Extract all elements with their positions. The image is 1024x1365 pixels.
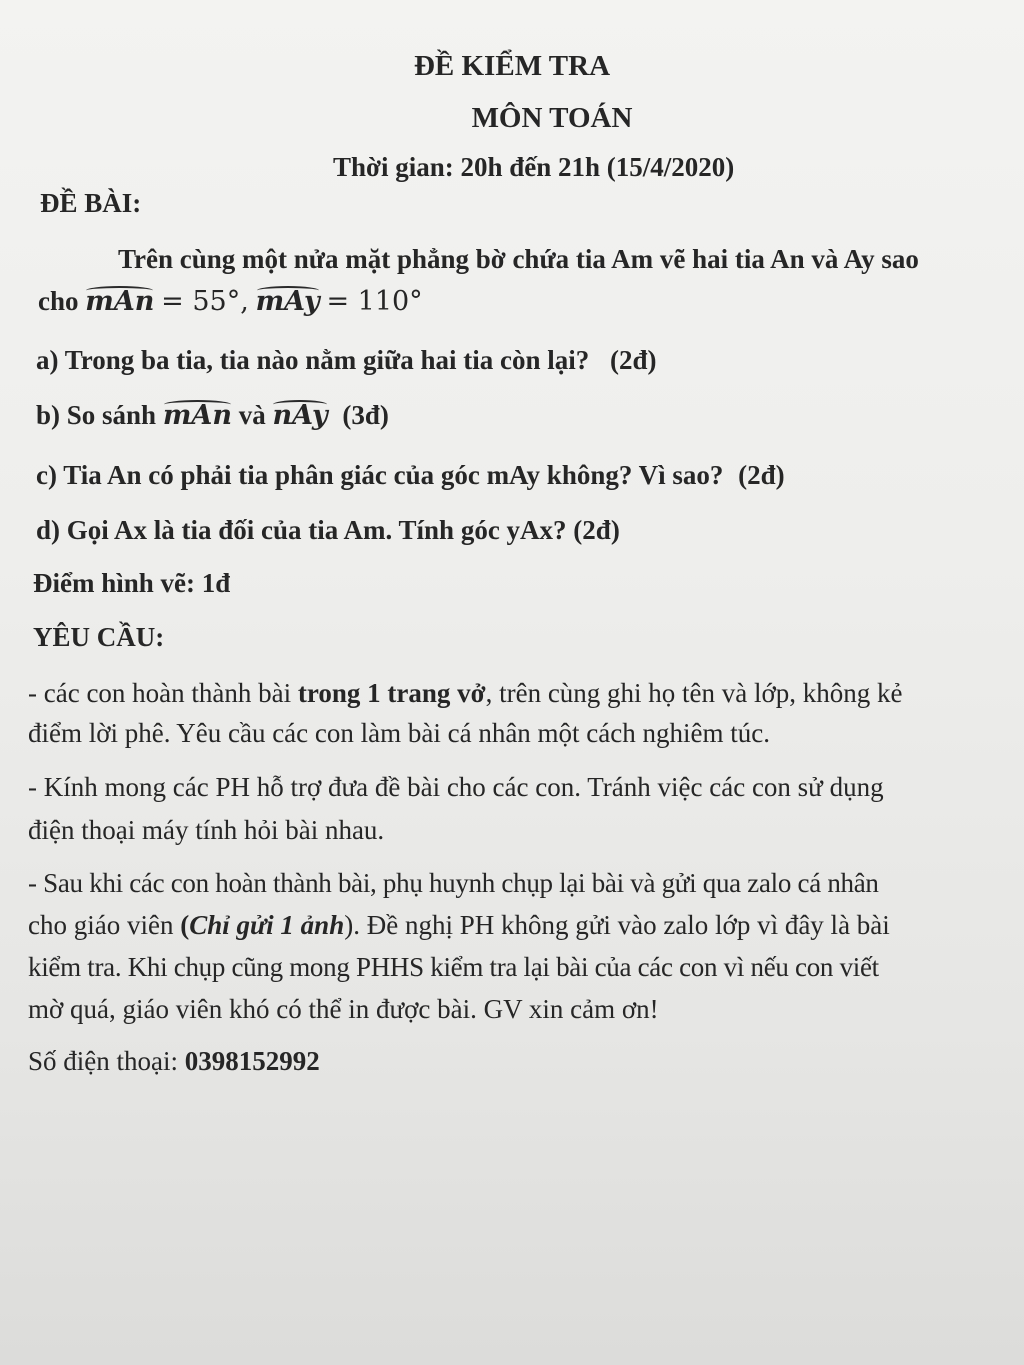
problem-intro-line2 (38, 286, 423, 317)
question-a-text: a) Trong ba tia, tia nào nằm giữa hai tia còn lại? (36, 345, 590, 375)
question-c-text: c) Tia An có phải tia phân giác của góc mAy không? Vì sao? (36, 460, 724, 490)
contact-label: Số điện thoại: (28, 1046, 178, 1076)
problem-intro-line1: Trên cùng một nửa mặt phẳng bờ chứa tia Am vẽ hai tia An và Ay sao (118, 244, 919, 274)
contact-phone: 0398152992 (184, 1046, 320, 1076)
requirement-1-line2: điểm lời phê. Yêu cầu các con làm bài cá nhân một cách nghiêm túc. (28, 718, 770, 748)
question-b-points: (3đ) (342, 400, 389, 430)
question-a-points: (2đ) (610, 345, 657, 375)
question-b-and: và (238, 400, 266, 430)
requirement-1-line1 (28, 678, 903, 709)
figure-points: Điểm hình vẽ: 1đ (33, 568, 231, 598)
requirement-2-line2: điện thoại máy tính hỏi bài nhau. (28, 815, 385, 845)
requirement-1-text-b: , trên cùng ghi họ tên và lớp, không kẻ (485, 678, 903, 708)
angle-mAn: mAn (85, 286, 155, 317)
requirement-1-bold: trong 1 trang vở (297, 678, 486, 708)
angle-mAy: mAy (255, 286, 320, 317)
angle-nAy: nAy (272, 400, 328, 431)
requirement-3-line1: - Sau khi các con hoàn thành bài, phụ huynh chụp lại bài và gửi qua zalo cá nhân (28, 868, 879, 898)
requirement-3-line4: mờ quá, giáo viên khó có thể in được bài. GV xin cảm ơn! (28, 994, 659, 1024)
question-b-prefix: b) So sánh (36, 400, 157, 430)
problem-heading: ĐỀ BÀI: (40, 188, 142, 218)
requirement-3-paren: ( (180, 910, 190, 940)
contact-line (28, 1046, 320, 1077)
angle-mAn-b: mAn (162, 400, 232, 431)
requirements-heading: YÊU CẦU: (33, 622, 165, 652)
requirement-3-line2 (28, 910, 890, 941)
requirement-3-text-a: cho giáo viên (28, 910, 174, 940)
requirement-1-text-a: - các con hoàn thành bài (28, 678, 292, 708)
intro-cho: cho (38, 286, 79, 316)
exam-time: Thời gian: 20h đến 21h (15/4/2020) (333, 152, 735, 182)
requirement-3-bold: Chỉ gửi 1 ảnh (189, 910, 345, 940)
question-b (36, 400, 389, 431)
subject-title: MÔN TOÁN (471, 102, 633, 134)
eq-110: = 110° (326, 286, 423, 317)
eq-55: = 55°, (161, 286, 249, 317)
question-d: d) Gọi Ax là tia đối của tia Am. Tính góc yAx? (2đ) (36, 515, 620, 545)
question-a (36, 345, 657, 376)
requirement-2-line1: - Kính mong các PH hỗ trợ đưa đề bài cho các con. Tránh việc các con sử dụng (28, 772, 884, 802)
requirement-3-text-b: ). Đề nghị PH không gửi vào zalo lớp vì đây là bài (344, 910, 890, 940)
question-c-points: (2đ) (738, 460, 785, 490)
exam-title: ĐỀ KIỂM TRA (413, 50, 611, 82)
requirement-3-line3: kiểm tra. Khi chụp cũng mong PHHS kiểm tra lại bài của các con vì nếu con viết (28, 952, 879, 982)
question-c (36, 460, 785, 491)
